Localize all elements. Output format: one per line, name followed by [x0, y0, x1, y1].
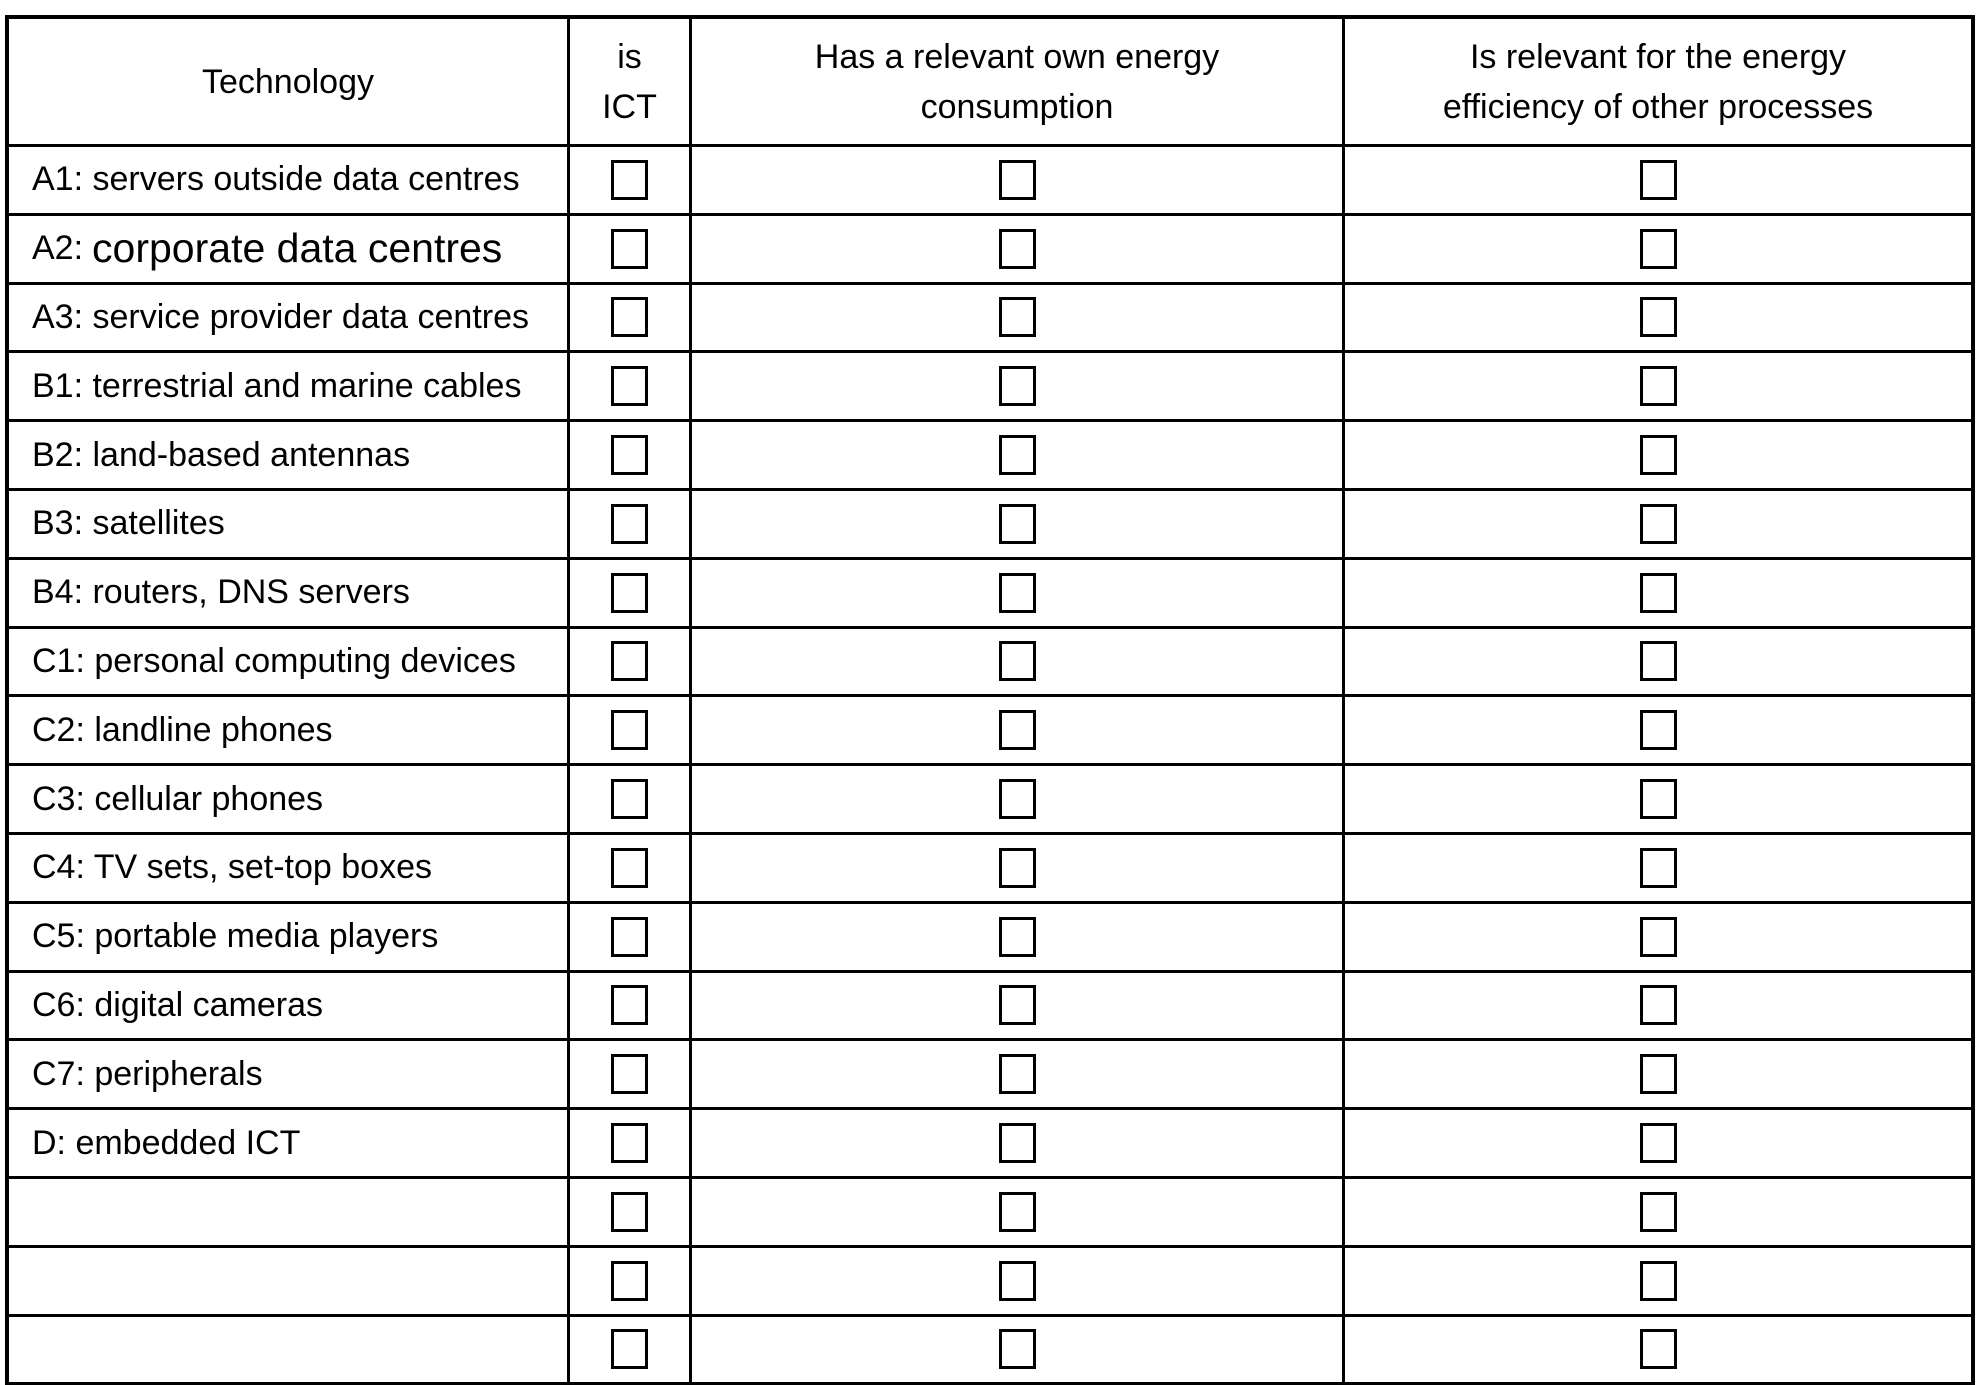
check-cell-own-energy [692, 1317, 1345, 1383]
check-cell-energy-efficiency [1345, 560, 1971, 626]
checkbox-own-energy[interactable] [999, 366, 1036, 406]
check-cell-energy-efficiency [1345, 353, 1971, 419]
checkbox-own-energy[interactable] [999, 504, 1036, 544]
check-cell-own-energy [692, 353, 1345, 419]
checkbox-energy-efficiency[interactable] [1640, 435, 1677, 475]
check-cell-own-energy [692, 285, 1345, 351]
check-cell-own-energy [692, 766, 1345, 832]
checkbox-own-energy[interactable] [999, 779, 1036, 819]
technology-label: C1: personal computing devices [32, 641, 516, 680]
table-row [9, 629, 1971, 698]
checkbox-own-energy[interactable] [999, 229, 1036, 269]
technology-checklist-table [5, 15, 1975, 1385]
header-row [9, 19, 1971, 147]
checkbox-energy-efficiency[interactable] [1640, 779, 1677, 819]
check-cell-energy-efficiency [1345, 147, 1971, 213]
checkbox-own-energy[interactable] [999, 641, 1036, 681]
check-cell-energy-efficiency [1345, 1317, 1971, 1383]
check-cell-own-energy [692, 835, 1345, 901]
header-is-ict-line1: is [617, 37, 642, 76]
checkbox-energy-efficiency[interactable] [1640, 573, 1677, 613]
check-cell-is-ict [570, 560, 692, 626]
check-cell-own-energy [692, 904, 1345, 970]
technology-label: C6: digital cameras [32, 985, 324, 1024]
check-cell-is-ict [570, 491, 692, 557]
technology-label: A2: [32, 229, 84, 268]
check-cell-is-ict [570, 285, 692, 351]
checkbox-own-energy[interactable] [999, 985, 1036, 1025]
header-technology-label: Technology [201, 62, 374, 101]
checkbox-is-ict[interactable] [611, 229, 648, 269]
check-cell-energy-efficiency [1345, 1179, 1971, 1245]
checkbox-own-energy[interactable] [999, 1329, 1036, 1369]
header-technology [9, 19, 570, 144]
technology-label-cell [9, 1041, 570, 1107]
technology-label-cell [9, 629, 570, 695]
checkbox-is-ict[interactable] [611, 366, 648, 406]
check-cell-own-energy [692, 1248, 1345, 1314]
technology-label-cell [9, 147, 570, 213]
checkbox-own-energy[interactable] [999, 1261, 1036, 1301]
technology-label: B4: routers, DNS servers [32, 573, 410, 612]
checkbox-own-energy[interactable] [999, 710, 1036, 750]
checkbox-own-energy[interactable] [999, 435, 1036, 475]
table-row [9, 1317, 1971, 1385]
technology-label-large: corporate data centres [92, 225, 503, 272]
check-cell-is-ict [570, 1248, 692, 1314]
check-cell-own-energy [692, 216, 1345, 282]
table-row [9, 1110, 1971, 1179]
technology-label-cell [9, 766, 570, 832]
check-cell-own-energy [692, 1041, 1345, 1107]
technology-label-cell [9, 904, 570, 970]
check-cell-energy-efficiency [1345, 973, 1971, 1039]
checkbox-is-ict[interactable] [611, 504, 648, 544]
check-cell-is-ict [570, 973, 692, 1039]
checkbox-own-energy[interactable] [999, 1054, 1036, 1094]
check-cell-is-ict [570, 904, 692, 970]
technology-label-cell [9, 491, 570, 557]
checkbox-is-ict[interactable] [611, 573, 648, 613]
check-cell-own-energy [692, 422, 1345, 488]
check-cell-is-ict [570, 422, 692, 488]
check-cell-energy-efficiency [1345, 835, 1971, 901]
checkbox-energy-efficiency[interactable] [1640, 160, 1677, 200]
header-is-ict-line2: ICT [602, 87, 657, 126]
checkbox-energy-efficiency[interactable] [1640, 1329, 1677, 1369]
check-cell-energy-efficiency [1345, 1041, 1971, 1107]
check-cell-is-ict [570, 766, 692, 832]
header-energy-efficiency-line2: efficiency of other processes [1442, 87, 1874, 126]
technology-label: C2: landline phones [32, 710, 333, 749]
technology-label: A1: servers outside data centres [32, 160, 520, 199]
technology-label: C7: peripherals [32, 1054, 263, 1093]
check-cell-energy-efficiency [1345, 629, 1971, 695]
checkbox-is-ict[interactable] [611, 160, 648, 200]
checkbox-is-ict[interactable] [611, 641, 648, 681]
table-row [9, 835, 1971, 904]
checkbox-energy-efficiency[interactable] [1640, 710, 1677, 750]
header-energy-efficiency [1345, 19, 1971, 144]
checkbox-energy-efficiency[interactable] [1640, 641, 1677, 681]
check-cell-own-energy [692, 697, 1345, 763]
check-cell-own-energy [692, 491, 1345, 557]
table-body [9, 147, 1971, 1385]
check-cell-energy-efficiency [1345, 422, 1971, 488]
header-energy-efficiency-line1: Is relevant for the energy [1469, 37, 1847, 76]
check-cell-energy-efficiency [1345, 1248, 1971, 1314]
checkbox-own-energy[interactable] [999, 1123, 1036, 1163]
checkbox-is-ict[interactable] [611, 1192, 648, 1232]
checkbox-energy-efficiency[interactable] [1640, 917, 1677, 957]
checkbox-own-energy[interactable] [999, 297, 1036, 337]
checkbox-is-ict[interactable] [611, 710, 648, 750]
technology-label-cell [9, 1110, 570, 1176]
table-row [9, 697, 1971, 766]
checkbox-own-energy[interactable] [999, 848, 1036, 888]
check-cell-is-ict [570, 629, 692, 695]
technology-label: C3: cellular phones [32, 779, 324, 818]
checkbox-energy-efficiency[interactable] [1640, 1054, 1677, 1094]
table-row [9, 1179, 1971, 1248]
technology-label-cell [9, 560, 570, 626]
checkbox-energy-efficiency[interactable] [1640, 229, 1677, 269]
checkbox-energy-efficiency[interactable] [1640, 848, 1677, 888]
check-cell-own-energy [692, 629, 1345, 695]
check-cell-own-energy [692, 973, 1345, 1039]
check-cell-is-ict [570, 697, 692, 763]
checkbox-energy-efficiency[interactable] [1640, 297, 1677, 337]
table-row [9, 285, 1971, 354]
check-cell-is-ict [570, 1110, 692, 1176]
check-cell-energy-efficiency [1345, 285, 1971, 351]
check-cell-energy-efficiency [1345, 766, 1971, 832]
check-cell-is-ict [570, 147, 692, 213]
table-row [9, 560, 1971, 629]
check-cell-is-ict [570, 1179, 692, 1245]
checkbox-energy-efficiency[interactable] [1640, 504, 1677, 544]
checkbox-is-ict[interactable] [611, 917, 648, 957]
check-cell-own-energy [692, 1179, 1345, 1245]
technology-label: D: embedded ICT [32, 1123, 301, 1162]
check-cell-own-energy [692, 560, 1345, 626]
table-row [9, 491, 1971, 560]
technology-label: B3: satellites [32, 504, 225, 543]
technology-label: C4: TV sets, set-top boxes [32, 848, 432, 887]
table-row [9, 973, 1971, 1042]
check-cell-own-energy [692, 147, 1345, 213]
checkbox-is-ict[interactable] [611, 1329, 648, 1369]
technology-label: B1: terrestrial and marine cables [32, 366, 522, 405]
technology-label-cell [9, 1179, 570, 1245]
checkbox-is-ict[interactable] [611, 297, 648, 337]
technology-label-cell [9, 285, 570, 351]
checkbox-energy-efficiency[interactable] [1640, 985, 1677, 1025]
checkbox-own-energy[interactable] [999, 1192, 1036, 1232]
technology-label-cell [9, 216, 570, 282]
header-own-energy [692, 19, 1345, 144]
table-row [9, 216, 1971, 285]
checkbox-is-ict[interactable] [611, 848, 648, 888]
checkbox-is-ict[interactable] [611, 435, 648, 475]
technology-label-cell [9, 697, 570, 763]
checkbox-is-ict[interactable] [611, 1054, 648, 1094]
check-cell-energy-efficiency [1345, 216, 1971, 282]
check-cell-energy-efficiency [1345, 1110, 1971, 1176]
technology-label-cell [9, 1317, 570, 1383]
technology-label-cell [9, 353, 570, 419]
checkbox-is-ict[interactable] [611, 779, 648, 819]
technology-label-cell [9, 835, 570, 901]
table-row [9, 1041, 1971, 1110]
technology-label: A3: service provider data centres [32, 297, 530, 336]
checkbox-energy-efficiency[interactable] [1640, 1123, 1677, 1163]
checkbox-energy-efficiency[interactable] [1640, 1192, 1677, 1232]
check-cell-energy-efficiency [1345, 491, 1971, 557]
table-row [9, 147, 1971, 216]
technology-label-cell [9, 1248, 570, 1314]
technology-label: B2: land-based antennas [32, 435, 411, 474]
technology-label: C5: portable media players [32, 917, 439, 956]
checkbox-energy-efficiency[interactable] [1640, 366, 1677, 406]
header-is-ict [570, 19, 692, 144]
check-cell-energy-efficiency [1345, 697, 1971, 763]
check-cell-is-ict [570, 1041, 692, 1107]
table-row [9, 766, 1971, 835]
checkbox-own-energy[interactable] [999, 573, 1036, 613]
header-own-energy-line2: consumption [920, 87, 1114, 126]
table-row [9, 353, 1971, 422]
check-cell-own-energy [692, 1110, 1345, 1176]
checkbox-is-ict[interactable] [611, 985, 648, 1025]
check-cell-energy-efficiency [1345, 904, 1971, 970]
table-row [9, 1248, 1971, 1317]
checkbox-own-energy[interactable] [999, 917, 1036, 957]
check-cell-is-ict [570, 216, 692, 282]
checkbox-energy-efficiency[interactable] [1640, 1261, 1677, 1301]
table-row [9, 422, 1971, 491]
header-own-energy-line1: Has a relevant own energy [814, 37, 1220, 76]
technology-label-cell [9, 422, 570, 488]
technology-label-cell [9, 973, 570, 1039]
check-cell-is-ict [570, 1317, 692, 1383]
checkbox-is-ict[interactable] [611, 1123, 648, 1163]
checkbox-is-ict[interactable] [611, 1261, 648, 1301]
table-row [9, 904, 1971, 973]
checkbox-own-energy[interactable] [999, 160, 1036, 200]
check-cell-is-ict [570, 835, 692, 901]
check-cell-is-ict [570, 353, 692, 419]
